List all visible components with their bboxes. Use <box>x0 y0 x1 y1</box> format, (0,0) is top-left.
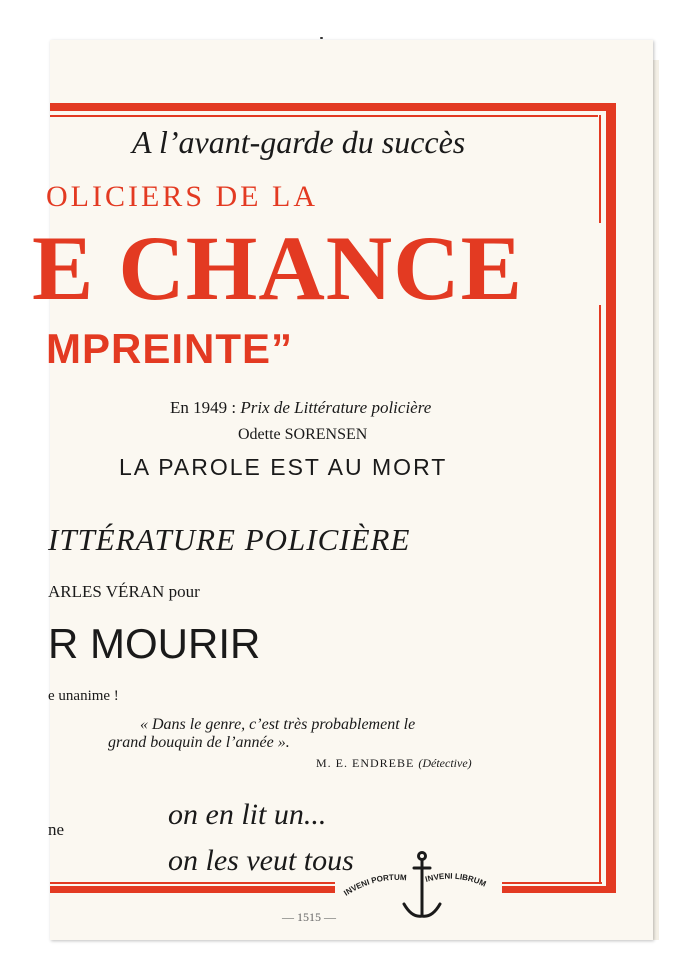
svg-text:INVENI PORTUM <box>342 873 407 898</box>
document-page <box>32 40 653 940</box>
publisher-logo <box>334 846 504 926</box>
frame-border-bottom-right <box>502 886 616 893</box>
author-2: ARLES VÉRAN pour <box>48 582 200 601</box>
anchor-icon <box>404 853 440 917</box>
series-name: E CHANCE <box>32 217 524 319</box>
frame-border-right <box>606 103 616 893</box>
tagline: A l’avant-garde du succès <box>132 124 466 160</box>
critic-source: (Détective) <box>418 756 472 770</box>
frame-border-right-inner <box>599 115 601 223</box>
review-attribution <box>316 756 472 771</box>
slogan-line-2: on les veut tous <box>168 844 354 877</box>
frame-border-bottom-inner-left <box>50 882 335 884</box>
review-quote-line-1: « Dans le genre, c’est très probablement le <box>140 716 416 733</box>
critic-name: M. E. ENDREBE <box>316 756 415 770</box>
book-title-1: LA PAROLE EST AU MORT <box>119 454 448 480</box>
book-title-2: R MOURIR <box>48 620 261 667</box>
page-number: — 1515 — <box>282 910 336 924</box>
svg-text:INVENI LIBRUM <box>424 872 487 889</box>
prize-2-heading: ITTÉRATURE POLICIÈRE <box>48 522 411 557</box>
prize-line <box>170 398 431 418</box>
author-1: Odette SORENSEN <box>238 426 368 443</box>
frame-border-top <box>50 103 616 111</box>
prize-name: Prix de Littérature policière <box>240 398 432 417</box>
frame-border-bottom-inner-right <box>502 882 602 884</box>
dust-speck <box>320 37 323 39</box>
frame-border-top-inner <box>50 115 598 117</box>
frame-border-right-inner <box>599 305 601 882</box>
slogan-line-1: on en lit un... <box>168 798 327 831</box>
logo-motto-left: INVENI PORTUM <box>342 872 407 898</box>
frame-border-bottom-left <box>50 886 335 893</box>
logo-motto-right: INVENI LIBRUM <box>424 871 488 889</box>
prize-year: En 1949 : <box>170 398 237 417</box>
acclaim-text: e unanime ! <box>48 688 119 704</box>
series-header: OLICIERS DE LA <box>46 180 318 213</box>
text-fragment: ne <box>48 820 65 839</box>
series-subtitle: MPREINTE” <box>46 325 294 372</box>
review-quote-line-2: grand bouquin de l’année ». <box>108 734 290 751</box>
